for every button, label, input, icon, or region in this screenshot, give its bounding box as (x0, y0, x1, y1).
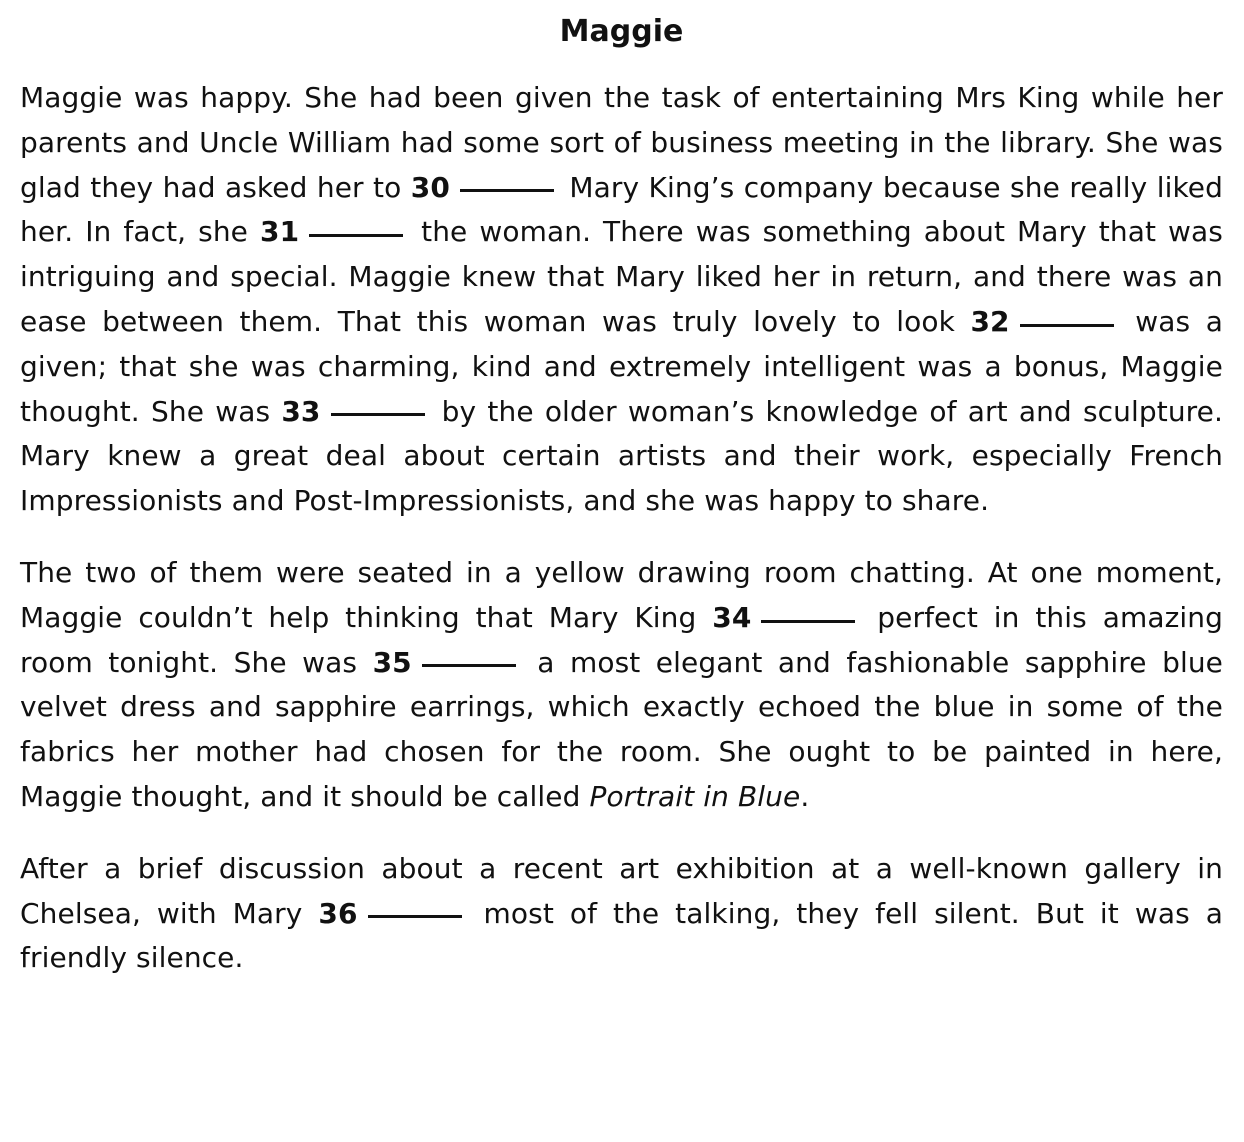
paragraph (20, 76, 1223, 524)
document-title: Maggie (559, 14, 684, 49)
text-run: perfect in this amazing room tonight. She was (20, 600, 1223, 679)
answer-blank (460, 189, 554, 192)
text-run: After a brief discussion about a recent art exhibition at a well-known gallery in Chelsea, with Mary (20, 851, 1223, 930)
answer-blank (331, 413, 425, 416)
gap-number: 36 (318, 896, 358, 930)
text-run: . (800, 779, 810, 813)
text-run: the woman. There was something about Mary that was intriguing and special. Maggie knew that Mary liked her in return, and there was an ease between them. That this woman was truly lovely to look (20, 215, 1223, 338)
text-run: a most elegant and fashionable sapphire blue velvet dress and sapphire earrings, which exactly echoed the blue in some of the fabrics her mother had chosen for the room. She ought to be painted in here, Maggie thought, and it should be called (20, 645, 1223, 813)
text-run: Mary King’s company because she really liked her. In fact, she (20, 170, 1224, 249)
gap-number: 31 (259, 215, 300, 249)
answer-blank (422, 664, 516, 667)
text-run: most of the talking, they fell silent. But it was a friendly silence. (20, 896, 1223, 975)
paragraph (20, 847, 1223, 981)
text-run: Maggie was happy. She had been given the task of entertaining Mrs King while her parents and Uncle William had some sort of business meeting in the library. She was glad they had asked her to (20, 81, 1223, 204)
answer-blank (1020, 324, 1114, 327)
paragraph (20, 551, 1223, 820)
italic-title: Portrait in Blue (589, 779, 801, 813)
answer-blank (761, 620, 855, 623)
text-run: by the older woman’s knowledge of art and sculpture. Mary knew a great deal about certain artists and their work, especially French Impressionists and Post-Impressionists, and she was happy to share. (20, 394, 1224, 518)
answer-blank (309, 234, 403, 237)
gap-number: 33 (281, 394, 321, 428)
answer-blank (368, 915, 462, 918)
text-run: The two of them were seated in a yellow drawing room chatting. At one moment, Maggie couldn’t help thinking that Mary King (20, 555, 1223, 634)
gap-number: 34 (712, 600, 752, 634)
gap-number: 35 (372, 645, 412, 679)
gap-number: 32 (970, 304, 1010, 338)
text-run: was a given; that she was charming, kind and extremely intelligent was a bonus, Maggie thought. She was (20, 304, 1223, 428)
document-body (20, 76, 1223, 981)
gap-number: 30 (410, 170, 450, 204)
